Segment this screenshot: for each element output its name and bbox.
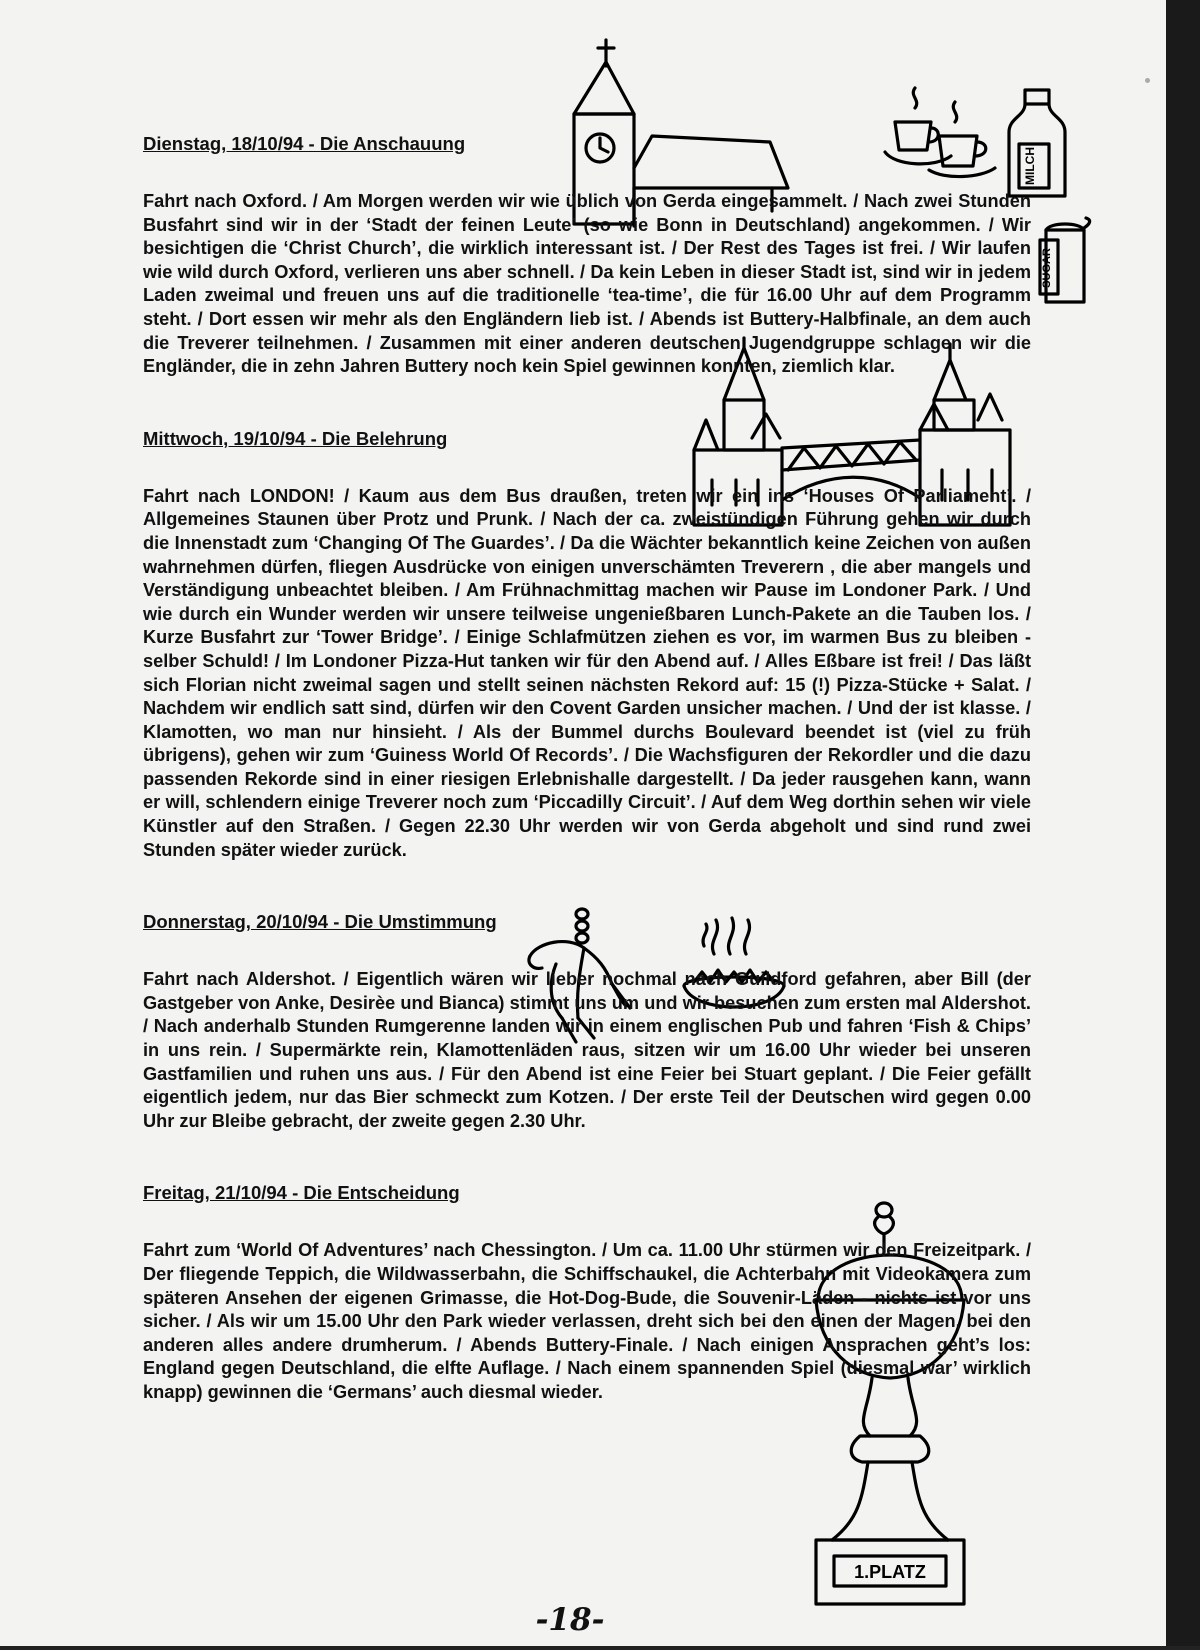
scan-edge: [1166, 0, 1200, 1650]
milk-label: MILCH: [1023, 147, 1037, 185]
scan-edge-bottom: [0, 1646, 1200, 1650]
scan-speck: [1145, 78, 1150, 83]
section-heading-tuesday: Dienstag, 18/10/94 - Die Anschauung: [143, 133, 466, 154]
section-text-friday: Fahrt zum ‘World Of Adventures’ nach Chessington. / Um ca. 11.00 Uhr stürmen wir den Freizeitpark. / Der fliegende Teppich, die Wildwasserbahn, die Schiffschaukel, die Achterbahn mit Videokamera zum späteren Ansehen der eigenen Grimasse, die Hot-Dog-Bude, die Souvenir-Läden - nichts ist vor uns sicher. / Als wir um 15.00 Uhr den Park wieder verlassen, dreht sich bei den einen der Magen, bei den anderen alles andere drumherum. / Abends Buttery-Finale. / Nach einigen Ansprachen geht’s los: England gegen Deutschland, die elfte Auflage. / Nach einem spannenden Spiel (diesmal war’ wirklich knapp) gewinnen die ‘Germans’ auch diesmal wieder.: [143, 1240, 1031, 1402]
section-text-thursday: Fahrt nach Aldershot. / Eigentlich wären wir lieber nochmal nach Guildford gefahren, aber Bill (der Gastgeber von Anke, Desirèe und Bianca) stimmt uns um und wir besuchen zum ersten mal Aldershot. / Nach anderhalb Stunden Rumgerenne landen wir in einem englischen Pub und fahren ‘Fish & Chips’ in uns rein. / Supermärkte rein, Klamottenläden raus, sitzen wir um 16.00 Uhr wieder bei unseren Gastfamilien und ruhen uns aus. / Für den Abend ist eine Feier bei Stuart geplant. / Die Feier gefällt eigentlich jedem, nur das Bier schmeckt zum Kotzen. / Der erste Teil der Deutschen wird gegen 0.00 Uhr zur Bleibe gebracht, der zweite gegen 2.30 Uhr.: [143, 969, 1031, 1131]
sugar-jar-doodle: [1038, 218, 1093, 308]
trophy-label: 1.PLATZ: [854, 1562, 926, 1582]
document-body: [143, 132, 1031, 1405]
sugar-label: SUGAR: [1041, 248, 1053, 288]
section-heading-thursday: Donnerstag, 20/10/94 - Die Umstimmung: [143, 911, 497, 933]
section-heading-friday: Freitag, 21/10/94 - Die Entscheidung: [143, 1182, 460, 1204]
section-text-tuesday: Fahrt nach Oxford. / Am Morgen werden wir wie üblich von Gerda eingesammelt. / Nach zwei Stunden Busfahrt sind wir in der ‘Stadt der feinen Leute’ (so wie Bonn in Deutschland) angekommen. / Wir besichtigen die ‘Christ Church’, die wirklich interessant ist. / Der Rest des Tages ist frei. / Wir laufen wie wild durch Oxford, verlieren uns aber schnell. / Da kein Leben in dieser Stadt ist, sind wir in jedem Laden zweimal und freuen uns auf die traditionelle ‘tea-time’, die für 16.00 Uhr auf dem Programm steht. / Dort essen wir mehr als den Engländern lieb ist. / Abends ist Buttery-Halbfinale, an dem auch die Treverer teilnehmen. / Zusammen mit einer anderen deutschen Jugendgruppe schlagen wir die Engländer, die in zehn Jahren Buttery noch kein Spiel gewinnen konnten, ziemlich klar.: [143, 191, 1031, 377]
page-number: -18-: [535, 1602, 605, 1638]
section-heading-wednesday: Mittwoch, 19/10/94 - Die Belehrung: [143, 427, 448, 449]
section-text-wednesday: Fahrt nach LONDON! / Kaum aus dem Bus draußen, treten wir ein ins ‘Houses Of Parliament’. / Allgemeines Staunen über Protz und Prunk. / Nach der ca. zweistündigen Führung gehen wir durch die Innenstadt zum ‘Changing Of The Guardes’. / Da die Wächter bekanntlich keine Zeichen von außen wahrnehmen dürfen, fliegen Ausdrücke von einigen unverschämten Treverern , die aber mangels und Verständigung unbeachtet bleiben. / Am Frühnachmittag machen wir Pause im Londoner Park. / Und wie durch ein Wunder werden wir unsere teilweise ungenießbaren Lunch-Pakete an die Tauben los. / Kurze Busfahrt zur ‘Tower Bridge’. / Einige Schlafmützen ziehen es vor, im warmen Bus zu bleiben - selber Schuld! / Im Londoner Pizza-Hut tanken wir für den Abend auf. / Alles Eßbare ist frei! / Das läßt sich Florian nicht zweimal sagen und stellt seinen nächsten Rekord auf: 15 (!) Pizza-Stücke + Salat. / Nachdem wir endlich satt sind, dürfen wir den Covent Garden unsicher machen. / Und der ist klasse. / Klamotten, wo man nur hinsieht. / Als der Bummel durchs Boulevard beendet ist (viel zu früh übrigens), gehen wir zum ‘Guiness World Of Records’. / Die Wachsfiguren der Rekordler und die dazu passenden Rekorde sind in einer riesigen Erlebnishalle dargestellt. / Da jeder rausgehen kann, wann er will, schlendern einige Treverer noch zum ‘Piccadilly Circuit’. / Auf dem Weg dorthin sehen wir viele Künstler auf den Straßen. / Gegen 22.30 Uhr werden wir von Gerda abgeholt und sind rund zwei Stunden später wieder zurück.: [143, 485, 1031, 860]
